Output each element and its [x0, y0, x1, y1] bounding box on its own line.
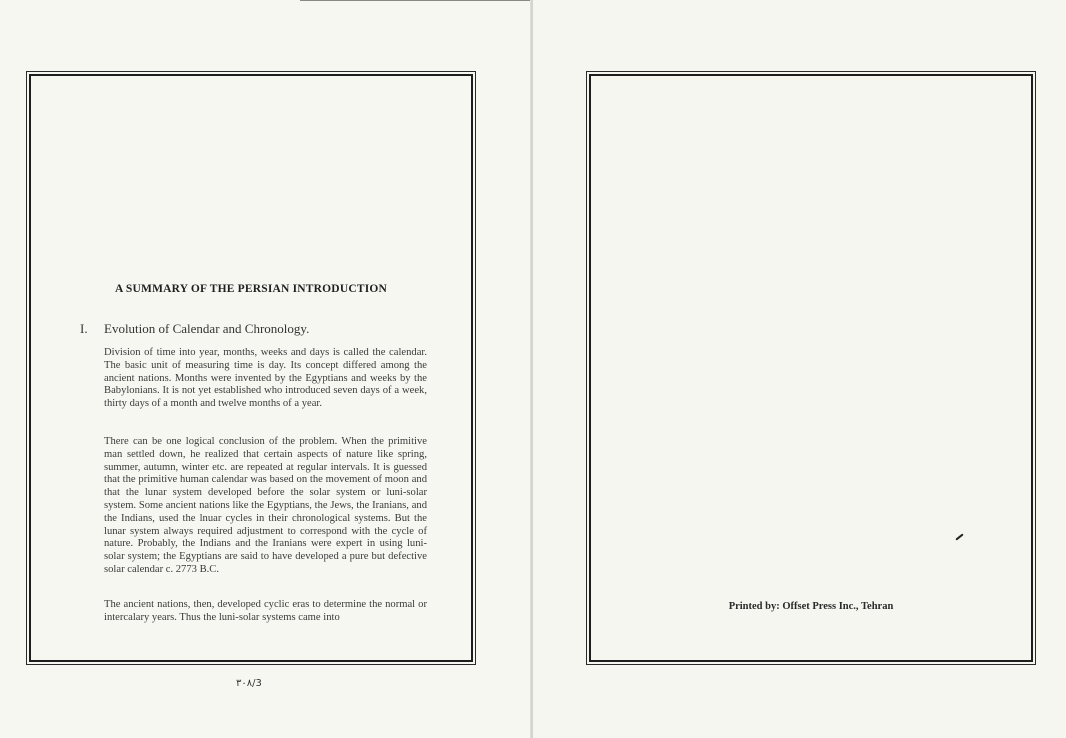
- right-page-border-inner: [589, 74, 1033, 662]
- summary-heading: A SUMMARY OF THE PERSIAN INTRODUCTION: [114, 283, 388, 295]
- left-page: [0, 0, 532, 738]
- section-title-text: Evolution of Calendar and Chronology.: [104, 321, 310, 336]
- right-page-border: [586, 71, 1036, 665]
- section-number: I.: [80, 321, 88, 336]
- section-title: [80, 321, 309, 337]
- left-page-border-inner: [29, 74, 473, 662]
- left-page-border: [26, 71, 476, 665]
- paragraph-2: There can be one logical conclusion of the problem. When the primitive man settled down, he realized that certain aspects of nature like spring, summer, autumn, winter etc. are repeated at regular intervals. It is guessed that the primitive human calendar was based on the movement of moon and that the lunar system developed before the solar system or luni-solar system. Some ancient nations like the Egyptians, the Jews, the Iranians, and the Indians, used the lnuar cycles in their chronological systems. But the lunar system always required adjustment to correspond with the cycle of nature. Probably, the Indians and the Iranians were expert in using luni-solar system; the Egyptians are said to have developed a pure but defective solar calendar c. 2773 B.C.: [104, 436, 427, 575]
- paragraph-3: The ancient nations, then, developed cyclic eras to determine the normal or intercalary years. Thus the luni-solar systems came into: [104, 599, 427, 623]
- page-top-edge: [300, 0, 532, 1]
- page-folio: ٣٠٨/3: [236, 678, 262, 689]
- paragraph-1: Division of time into year, months, weeks and days is called the calendar. The basic unit of measuring time is day. Its concept differed among the ancient nations. Months were invented by the Egyptians and weeks by the Babylonians. It is not yet established who introduced seven days of a week, thirty days of a month and twelve months of a year.: [104, 347, 427, 410]
- printer-imprint: Printed by: Offset Press Inc., Tehran: [728, 601, 894, 612]
